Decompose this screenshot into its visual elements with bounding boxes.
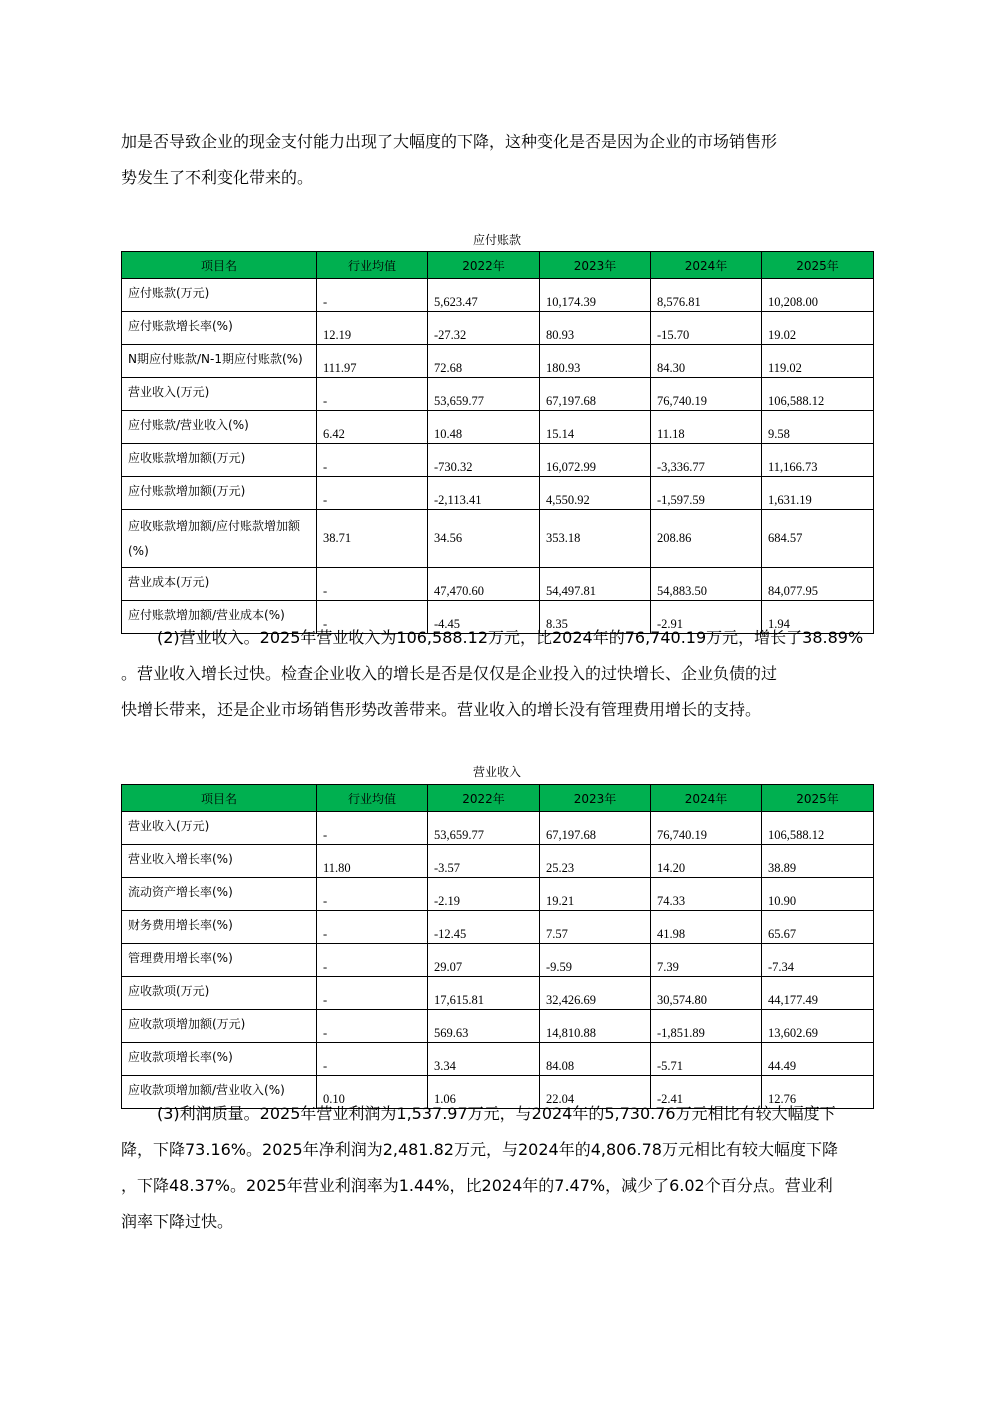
header-year: 2025年 <box>762 785 874 812</box>
cell: - <box>317 812 428 845</box>
cell: 16,072.99 <box>540 444 651 477</box>
table-row <box>122 477 874 510</box>
table-row <box>122 845 874 878</box>
cell: 84,077.95 <box>762 568 874 601</box>
row-label: 应付账款增加额/营业成本(%) <box>122 601 317 634</box>
cell: 76,740.19 <box>651 378 762 411</box>
cell: 12.76 <box>762 1076 874 1109</box>
table-row <box>122 812 874 845</box>
cell: 0.10 <box>317 1076 428 1109</box>
cell: - <box>317 601 428 634</box>
cell: - <box>317 1043 428 1076</box>
row-label: 营业成本(万元) <box>122 568 317 601</box>
row-label: 管理费用增长率(%) <box>122 944 317 977</box>
row-label: 应付账款/营业收入(%) <box>122 411 317 444</box>
row-label: 营业收入(万元) <box>122 812 317 845</box>
cell: 65.67 <box>762 911 874 944</box>
table-row <box>122 977 874 1010</box>
cell: - <box>317 568 428 601</box>
cell: 10,174.39 <box>540 279 651 312</box>
cell: 38.71 <box>317 510 428 568</box>
cell: 47,470.60 <box>428 568 540 601</box>
paragraph-line: (2)营业收入。2025年营业收入为106,588.12万元，比2024年的76,740.19万元，增长了38.89% <box>157 628 864 647</box>
revenue-table <box>121 784 874 1109</box>
cell: -9.59 <box>540 944 651 977</box>
row-label: 营业收入增长率(%) <box>122 845 317 878</box>
cell: 119.02 <box>762 345 874 378</box>
row-label: 财务费用增长率(%) <box>122 911 317 944</box>
table-header-row <box>122 252 874 279</box>
row-label: 应收款项增长率(%) <box>122 1043 317 1076</box>
cell: 72.68 <box>428 345 540 378</box>
header-item: 项目名 <box>122 252 317 279</box>
paragraph-line: 。营业收入增长过快。检查企业收入的增长是否是仅仅是企业投入的过快增长、企业负债的过 <box>121 664 778 683</box>
cell: 1.06 <box>428 1076 540 1109</box>
cell: 14,810.88 <box>540 1010 651 1043</box>
cell: 29.07 <box>428 944 540 977</box>
cell: 10,208.00 <box>762 279 874 312</box>
cell: 30,574.80 <box>651 977 762 1010</box>
paragraph-line: 降，下降73.16%。2025年净利润为2,481.82万元，与2024年的4,806.78万元相比有较大幅度下降 <box>121 1140 838 1159</box>
header-year: 2022年 <box>428 252 540 279</box>
intro-line: 加是否导致企业的现金支付能力出现了大幅度的下降，这种变化是否是因为企业的市场销售形 <box>121 132 778 151</box>
cell: 80.93 <box>540 312 651 345</box>
cell: 12.19 <box>317 312 428 345</box>
row-label: 应收账款增加额(万元) <box>122 444 317 477</box>
cell: 11.18 <box>651 411 762 444</box>
cell: 111.97 <box>317 345 428 378</box>
header-year: 2023年 <box>540 252 651 279</box>
cell: 6.42 <box>317 411 428 444</box>
cell: -27.32 <box>428 312 540 345</box>
header-year: 2022年 <box>428 785 540 812</box>
cell: - <box>317 878 428 911</box>
cell: - <box>317 944 428 977</box>
table-row <box>122 1010 874 1043</box>
header-year: 2024年 <box>651 252 762 279</box>
cell: 13,602.69 <box>762 1010 874 1043</box>
row-label: 流动资产增长率(%) <box>122 878 317 911</box>
cell: 106,588.12 <box>762 378 874 411</box>
cell: -730.32 <box>428 444 540 477</box>
row-label: 应收款项增加额/营业收入(%) <box>122 1076 317 1109</box>
cell: - <box>317 1010 428 1043</box>
cell: 17,615.81 <box>428 977 540 1010</box>
cell: 76,740.19 <box>651 812 762 845</box>
cell: 8.35 <box>540 601 651 634</box>
row-label: 应付账款(万元) <box>122 279 317 312</box>
row-label: 应收款项(万元) <box>122 977 317 1010</box>
header-industry-avg: 行业均值 <box>317 785 428 812</box>
header-year: 2025年 <box>762 252 874 279</box>
row-label: 应付账款增加额(万元) <box>122 477 317 510</box>
row-label: N期应付账款/N-1期应付账款(%) <box>122 345 317 378</box>
cell: -1,851.89 <box>651 1010 762 1043</box>
table-row <box>122 878 874 911</box>
table2-caption: 营业收入 <box>472 765 521 779</box>
cell: - <box>317 444 428 477</box>
cell: 67,197.68 <box>540 378 651 411</box>
table-row <box>122 444 874 477</box>
cell: 8,576.81 <box>651 279 762 312</box>
cell: -12.45 <box>428 911 540 944</box>
header-industry-avg: 行业均值 <box>317 252 428 279</box>
table1-caption: 应付账款 <box>472 233 521 247</box>
table-header-row <box>122 785 874 812</box>
table-row <box>122 312 874 345</box>
cell: 1.94 <box>762 601 874 634</box>
header-item: 项目名 <box>122 785 317 812</box>
cell: 15.14 <box>540 411 651 444</box>
cell: 106,588.12 <box>762 812 874 845</box>
cell: - <box>317 477 428 510</box>
cell: 11,166.73 <box>762 444 874 477</box>
cell: 11.80 <box>317 845 428 878</box>
cell: 84.30 <box>651 345 762 378</box>
cell: 84.08 <box>540 1043 651 1076</box>
cell: -1,597.59 <box>651 477 762 510</box>
cell: -2.91 <box>651 601 762 634</box>
cell: 684.57 <box>762 510 874 568</box>
cell: -2.41 <box>651 1076 762 1109</box>
cell: 44.49 <box>762 1043 874 1076</box>
cell: -4.45 <box>428 601 540 634</box>
cell: 22.04 <box>540 1076 651 1109</box>
cell: - <box>317 378 428 411</box>
cell: - <box>317 279 428 312</box>
cell: -3,336.77 <box>651 444 762 477</box>
cell: 74.33 <box>651 878 762 911</box>
cell: -2,113.41 <box>428 477 540 510</box>
cell: -7.34 <box>762 944 874 977</box>
profit-paragraph <box>121 1096 881 1240</box>
cell: -5.71 <box>651 1043 762 1076</box>
table-row <box>122 411 874 444</box>
cell: 44,177.49 <box>762 977 874 1010</box>
cell: 3.34 <box>428 1043 540 1076</box>
paragraph-line: (3)利润质量。2025年营业利润为1,537.97万元，与2024年的5,730.76万元相比有较大幅度下 <box>157 1104 836 1123</box>
cell: -15.70 <box>651 312 762 345</box>
cell: 4,550.92 <box>540 477 651 510</box>
cell: -2.19 <box>428 878 540 911</box>
table-row <box>122 510 874 568</box>
cell: - <box>317 977 428 1010</box>
revenue-paragraph <box>121 620 881 728</box>
header-year: 2023年 <box>540 785 651 812</box>
cell: 54,497.81 <box>540 568 651 601</box>
cell: 67,197.68 <box>540 812 651 845</box>
paragraph-line: 快增长带来，还是企业市场销售形势改善带来。营业收入的增长没有管理费用增长的支持。 <box>121 700 762 719</box>
paragraph-line: 润率下降过快。 <box>121 1212 234 1231</box>
cell: 208.86 <box>651 510 762 568</box>
table-row <box>122 279 874 312</box>
cell: 34.56 <box>428 510 540 568</box>
cell: 7.57 <box>540 911 651 944</box>
cell: 19.02 <box>762 312 874 345</box>
cell: 5,623.47 <box>428 279 540 312</box>
table-row <box>122 944 874 977</box>
cell: 14.20 <box>651 845 762 878</box>
intro-paragraph <box>121 124 881 196</box>
intro-line: 势发生了不利变化带来的。 <box>121 168 314 187</box>
cell: 54,883.50 <box>651 568 762 601</box>
cell: 180.93 <box>540 345 651 378</box>
cell: -3.57 <box>428 845 540 878</box>
cell: 25.23 <box>540 845 651 878</box>
header-year: 2024年 <box>651 785 762 812</box>
table-row <box>122 568 874 601</box>
row-label: 应收款项增加额(万元) <box>122 1010 317 1043</box>
row-label: 应收账款增加额/应付账款增加额(%) <box>122 510 317 568</box>
paragraph-line: ，下降48.37%。2025年营业利润率为1.44%，比2024年的7.47%，减少了6.02个百分点。营业利 <box>121 1176 833 1195</box>
table-row <box>122 1043 874 1076</box>
cell: 53,659.77 <box>428 812 540 845</box>
cell: 353.18 <box>540 510 651 568</box>
cell: 53,659.77 <box>428 378 540 411</box>
cell: 9.58 <box>762 411 874 444</box>
cell: 7.39 <box>651 944 762 977</box>
cell: 32,426.69 <box>540 977 651 1010</box>
cell: 1,631.19 <box>762 477 874 510</box>
cell: 38.89 <box>762 845 874 878</box>
table-row <box>122 378 874 411</box>
cell: 569.63 <box>428 1010 540 1043</box>
cell: 19.21 <box>540 878 651 911</box>
cell: 10.48 <box>428 411 540 444</box>
payables-table <box>121 251 874 634</box>
row-label: 营业收入(万元) <box>122 378 317 411</box>
cell: 10.90 <box>762 878 874 911</box>
table-row <box>122 911 874 944</box>
row-label: 应付账款增长率(%) <box>122 312 317 345</box>
cell: 41.98 <box>651 911 762 944</box>
table-row <box>122 345 874 378</box>
cell: - <box>317 911 428 944</box>
